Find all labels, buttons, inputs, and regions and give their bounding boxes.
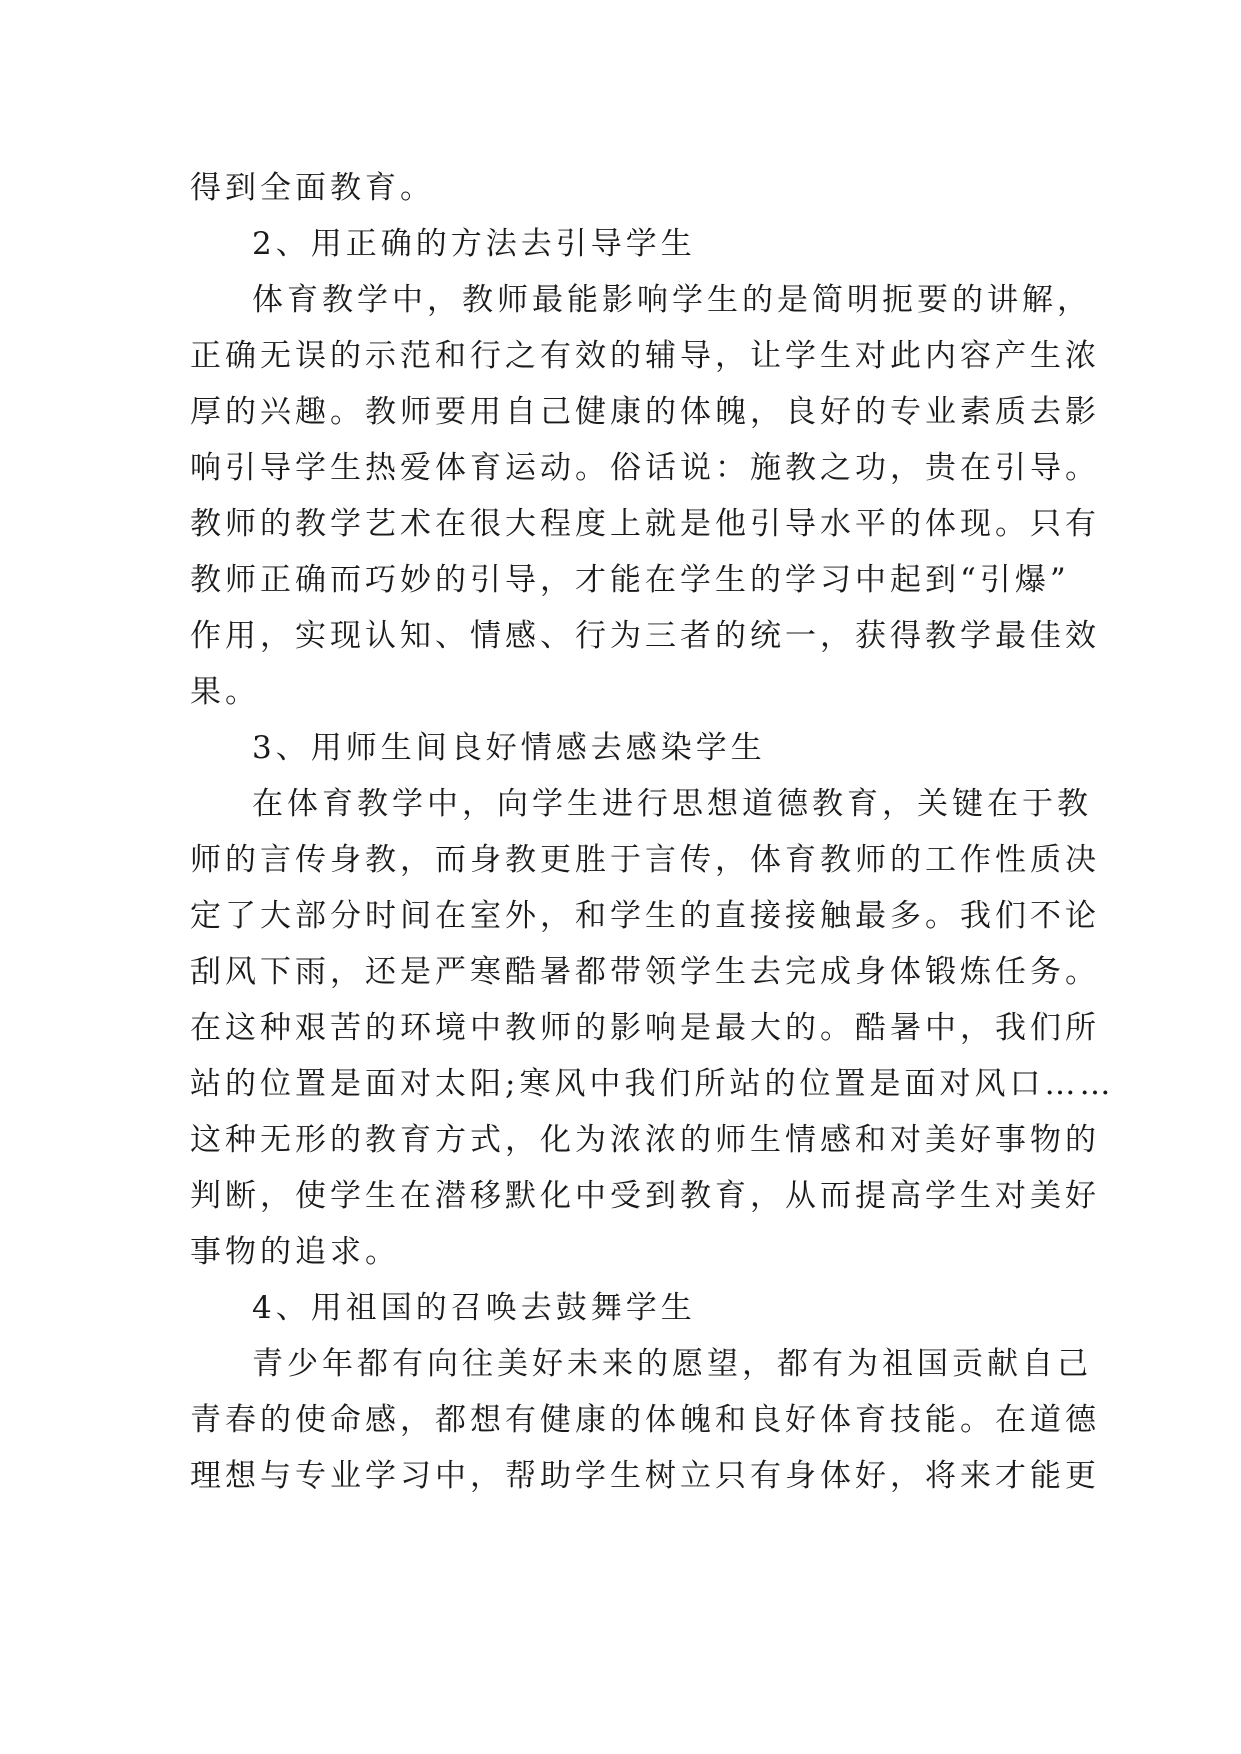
text-line: 刮风下雨，还是严寒酷暑都带领学生去完成身体锻炼任务。 [190,954,1100,990]
text-line: 教师的教学艺术在很大程度上就是他引导水平的体现。只有 [190,506,1100,542]
text-line: 定了大部分时间在室外，和学生的直接接触最多。我们不论 [190,898,1100,934]
text-line: 响引导学生热爱体育运动。俗话说：施教之功，贵在引导。 [190,450,1100,486]
text-line: 青春的使命感，都想有健康的体魄和良好体育技能。在道德 [190,1402,1100,1438]
text-line: 在这种艰苦的环境中教师的影响是最大的。酷暑中，我们所 [190,1010,1100,1046]
text-line: 作用，实现认知、情感、行为三者的统一，获得教学最佳效 [190,618,1100,654]
text-line: 理想与专业学习中，帮助学生树立只有身体好，将来才能更 [190,1458,1100,1494]
text-line: 得到全面教育。 [190,170,435,206]
paragraph-first-line: 青少年都有向往美好未来的愿望，都有为祖国贡献自己 [252,1346,1092,1382]
text-line: 判断，使学生在潜移默化中受到教育，从而提高学生对美好 [190,1178,1100,1214]
text-line: 站的位置是面对太阳;寒风中我们所站的位置是面对风口…… [190,1066,1115,1102]
text-line: 果。 [190,674,260,710]
section-heading-2: 2、用正确的方法去引导学生 [252,226,696,262]
document-body [190,160,1115,1504]
section-heading-4: 4、用祖国的召唤去鼓舞学生 [252,1290,696,1326]
text-line: 正确无误的示范和行之有效的辅导，让学生对此内容产生浓 [190,338,1100,374]
paragraph-first-line: 在体育教学中，向学生进行思想道德教育，关键在于教 [252,786,1092,822]
text-line: 师的言传身教，而身教更胜于言传，体育教师的工作性质决 [190,842,1100,878]
text-line: 这种无形的教育方式，化为浓浓的师生情感和对美好事物的 [190,1122,1100,1158]
text-line: 事物的追求。 [190,1234,400,1270]
text-line: 厚的兴趣。教师要用自己健康的体魄，良好的专业素质去影 [190,394,1100,430]
section-heading-3: 3、用师生间良好情感去感染学生 [252,730,766,766]
text-line: 教师正确而巧妙的引导，才能在学生的学习中起到“引爆” [190,562,1070,598]
paragraph-first-line: 体育教学中，教师最能影响学生的是简明扼要的讲解， [252,282,1092,318]
